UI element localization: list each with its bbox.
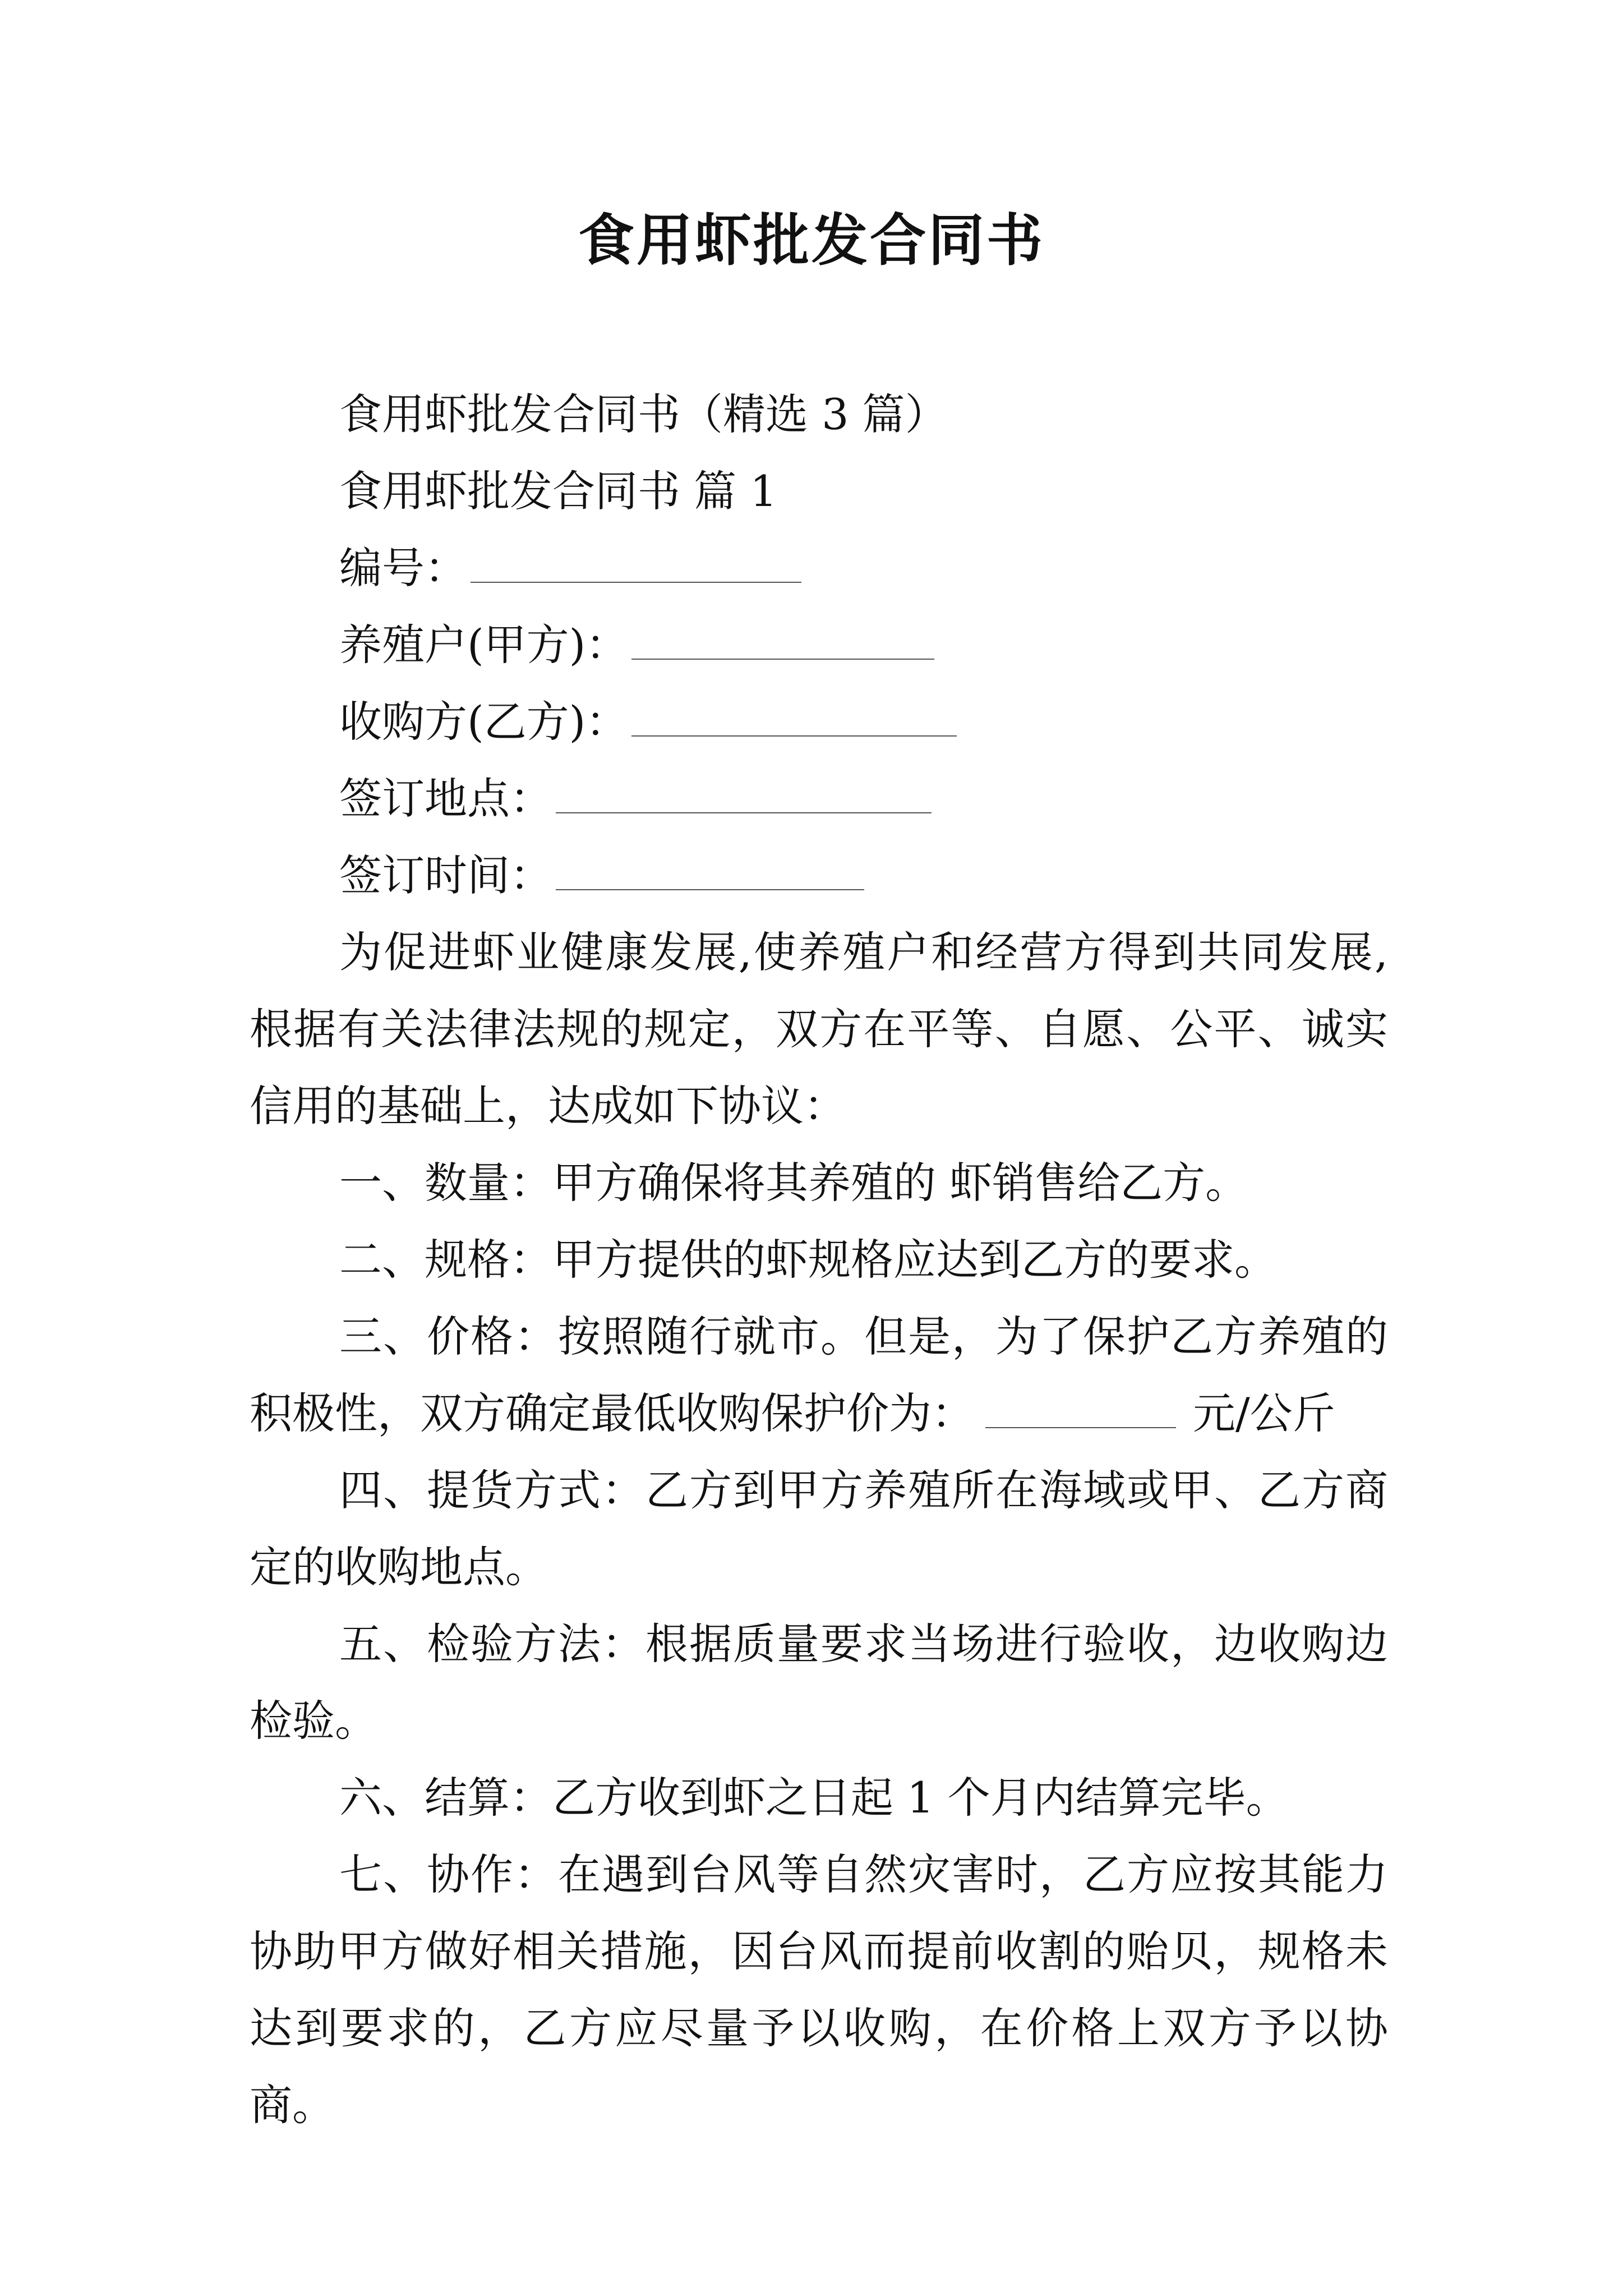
clause-cooperation: 七、协作：在遇到台风等自然灾害时，乙方应按其能力协助甲方做好相关措施，因台风而提前收割的贻贝，规格未达到要求的，乙方应尽量予以收购，在价格上双方予以协商。 xyxy=(250,1849,1388,2130)
field-signing-time xyxy=(250,837,1388,914)
field-signing-place xyxy=(250,760,1388,837)
fill-in-blank xyxy=(471,540,801,583)
fill-in-blank xyxy=(631,694,957,737)
fill-in-blank xyxy=(631,617,934,660)
field-label: 签订地点： xyxy=(339,774,552,823)
field-party-a xyxy=(250,606,1388,683)
price-unit: 元/公斤 xyxy=(1193,1388,1335,1438)
field-contract-number xyxy=(250,530,1388,606)
intro-paragraph: 为促进虾业健康发展,使养殖户和经营方得到共同发展,根据有关法律法规的规定，双方在平等、自愿、公平、诚实信用的基础上，达成如下协议： xyxy=(250,927,1388,1131)
field-party-b xyxy=(250,683,1388,760)
clause-quantity: 一、数量：甲方确保将其养殖的 虾销售给乙方。 xyxy=(339,1158,1248,1208)
clause-settlement: 六、结算：乙方收到虾之日起 1 个月内结算完毕。 xyxy=(339,1773,1289,1823)
fill-in-blank xyxy=(556,771,932,813)
clause-delivery: 四、提货方式：乙方到甲方养殖所在海域或甲、乙方商定的收购地点。 xyxy=(250,1465,1388,1592)
section-heading: 食用虾批发合同书 篇 1 xyxy=(339,466,777,516)
field-label: 养殖户(甲方)： xyxy=(339,620,629,670)
field-label: 签订时间： xyxy=(339,850,552,900)
clause-price-text: 三、价格：按照随行就市。但是，为了保护乙方养殖的积极性，双方确定最低收购保护价为： xyxy=(250,1312,1388,1438)
clause-price xyxy=(250,1298,1388,1452)
document-body xyxy=(250,376,1388,2143)
document-title: 食用虾批发合同书 xyxy=(578,207,1045,273)
fill-in-blank xyxy=(985,1386,1176,1428)
document-subtitle: 食用虾批发合同书（精选 3 篇） xyxy=(339,389,948,439)
field-label: 编号： xyxy=(339,543,467,593)
clause-specification: 二、规格：甲方提供的虾规格应达到乙方的要求。 xyxy=(339,1235,1277,1285)
fill-in-blank xyxy=(556,848,864,890)
field-label: 收购方(乙方)： xyxy=(339,697,629,747)
clause-inspection: 五、检验方法：根据质量要求当场进行验收，边收购边检验。 xyxy=(250,1619,1388,1746)
